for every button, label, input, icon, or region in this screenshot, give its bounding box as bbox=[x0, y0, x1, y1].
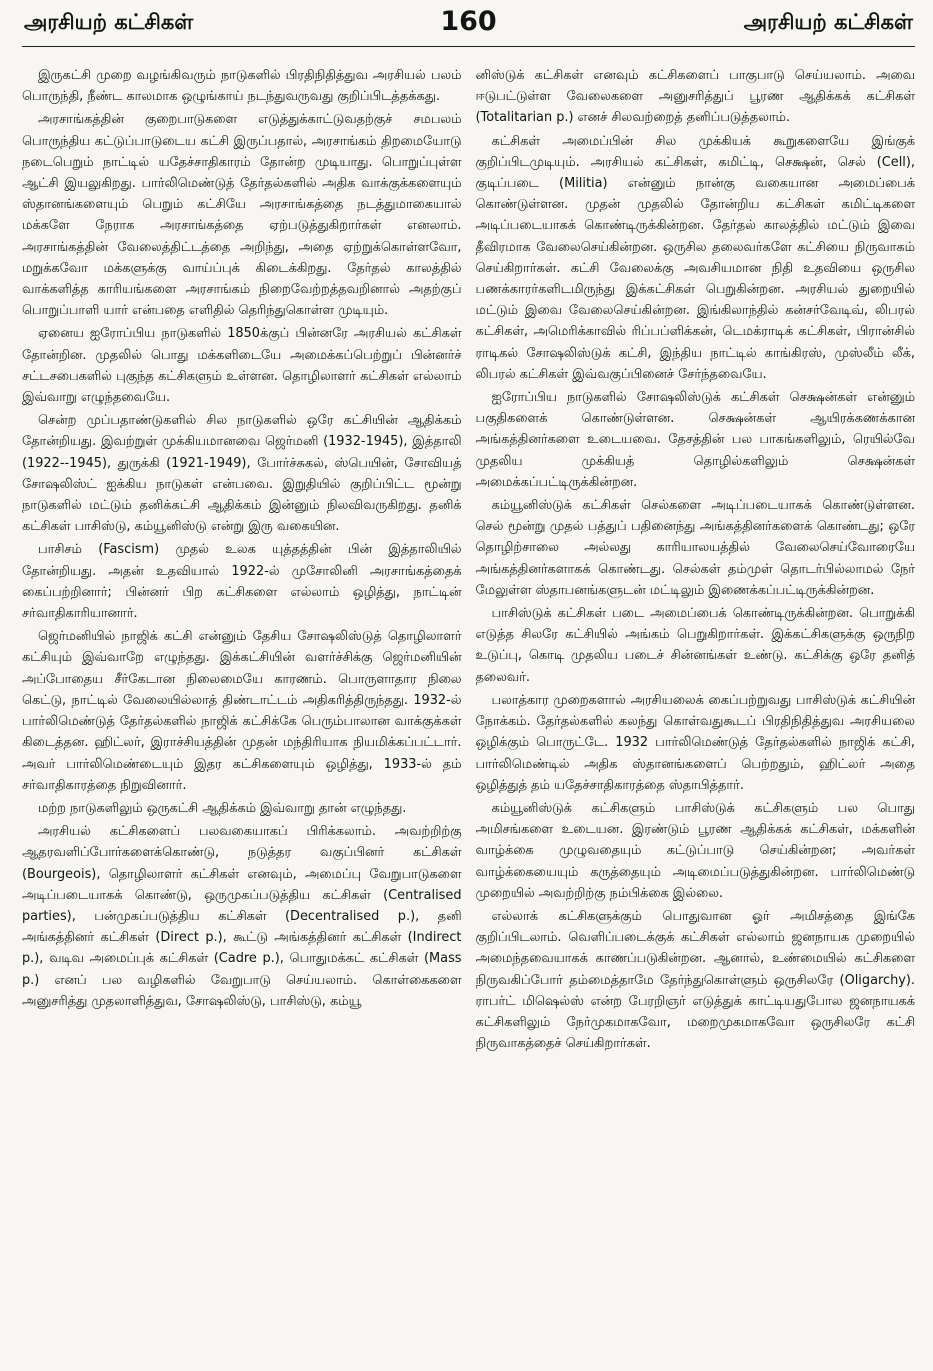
paragraph: ஐரோப்பிய நாடுகளில் சோஷலிஸ்டுக் கட்சிகள் செக்ஷன்கள் என்னும் பகுதிகளைக் கொண்டுள்ளன. செக்ஷன்கள் ஆயிரக்கணக்கான அங்கத்தினர்களை உடையவை. தேசத்தின் பல பாகங்களிலும், ரெயில்வே முதலிய முக்கியத் தொழில்களிலும் செக்ஷன்கள் அமைக்கப்பட்டிருக்கின்றன. bbox=[475, 390, 915, 490]
paragraph: பாசிஸ்டுக் கட்சிகள் படை அமைப்பைக் கொண்டிருக்கின்றன. பொறுக்கி எடுத்த சிலரே கட்சியில் அங்கம் பெறுகிறார்கள். இக்கட்சிகளுக்கு ஒருநிற உடுப்பு, கொடி முதலிய படைச் சின்னங்கள் உண்டு. கட்சிக்கு ஒரே தனித் தலைவர். bbox=[475, 606, 915, 685]
paragraph: பலாத்கார முறைகளால் அரசியலைக் கைப்பற்றுவது பாசிஸ்டுக் கட்சியின் நோக்கம். தேர்தல்களில் கலந்து கொள்வதுகூடப் பிரதிநிதித்துவ அரசியலை ஒழிக்கும் பொருட்டே. 1932 பார்லிமெண்டுத் தேர்தல்களில் நாஜிக் கட்சி, பார்லிமெண்டில் அதிக ஸ்தானங்களைப் பெற்றதும், ஹிட்லர் அதை ஒழித்துத் தம் யதேச்சாதிகாரத்தை ஸ்தாபித்தார். bbox=[475, 692, 915, 793]
paragraph: அரசாங்கத்தின் குறைபாடுகளை எடுத்துக்காட்டுவதற்குச் சமபலம் பொருந்திய கட்டுப்பாடுடைய கட்சி இருப்பதால், அரசாங்கம் திறமையோடு நடைபெறும் நாட்டில் யதேச்சாதிகாரம் தோன்ற முடியாது. பொறுப்புள்ள ஆட்சி இயலுகிறது. பார்லிமெண்டுத் தேர்தல்களில் அதிக வாக்குக்களையும் ஸ்தானங்களையும் பெறும் கட்சியே அரசாங்கத்தை நடத்துமாகையால் மக்களே நேராக அரசாங்கத்தை ஏற்படுத்துகிறார்கள் எனலாம். அரசாங்கத்தின் வேலைத்திட்டத்தை அறிந்து, அதை ஏற்றுக்கொள்ளவோ, மறுக்கவோ மக்களுக்கு வாய்ப்புக் கிடைக்கிறது. தேர்தல் காலத்தில் வாக்களித்த காரியங்களை அரசாங்கம் நிறைவேற்றத்தவறினால் அதற்குப் பொறுப்பாளி யார் என்பதை எளிதில் தெரிந்துகொள்ள முடியும். bbox=[22, 112, 462, 319]
right-column bbox=[476, 65, 916, 1365]
header-left-title: அரசியற் கட்சிகள் bbox=[24, 10, 194, 34]
paragraph: னிஸ்டுக் கட்சிகள் எனவும் கட்சிகளைப் பாகுபாடு செய்யலாம். அவை ஈடுபட்டுள்ள வேலைகளை அனுசரித்துப் பூரண ஆதிக்கக் கட்சிகள் (Totalitarian p.) எனச் சிலவற்றைத் தனிப்படுத்தலாம். bbox=[475, 68, 915, 126]
paragraph: ஜெர்மனியில் நாஜிக் கட்சி என்னும் தேசிய சோஷலிஸ்டுத் தொழிலாளர் கட்சியும் இவ்வாறே எழுந்தது. இக்கட்சியின் வளர்ச்சிக்கு ஜெர்மனியின் அப்போதைய சீர்கேடான நிலைமையே காரணம். பொருளாதார நிலை கெட்டு, நாட்டில் வேலையில்லாத் திண்டாட்டம் அதிகரித்திருந்தது. 1932-ல் பார்லிமெண்டுத் தேர்தல்களில் நாஜிக் கட்சிக்கே பெரும்பாலான வாக்குக்கள் கிடைத்தன. ஹிட்லர், இராச்சியத்தின் முதன் மந்திரியாக நியமிக்கப்பட்டார். அவர் பார்லிமெண்டையும் இதர கட்சிகளையும் ஒழித்து, 1933-ல் தம் சர்வாதிகாரத்தை நிறுவினார். bbox=[22, 629, 462, 793]
paragraph: இருகட்சி முறை வழங்கிவரும் நாடுகளில் பிரதிநிதித்துவ அரசியல் பலம் பொருந்தி, நீண்ட காலமாக ஒழுங்காய் நடந்துவருவது குறிப்பிடத்தக்கது. bbox=[22, 68, 462, 105]
header-right-title: அரசியற் கட்சிகள் bbox=[743, 10, 913, 34]
paragraph: சென்ற முப்பதாண்டுகளில் சில நாடுகளில் ஒரே கட்சியின் ஆதிக்கம் தோன்றியது. இவற்றுள் முக்கியமானவை ஜெர்மனி (1932-1945), இத்தாலி (1922--1945), துருக்கி (1921-1949), போர்ச்சுகல், ஸ்பெயின், சோவியத் சோஷலிஸ்ட் ஐக்கிய நாடுகள் என்பவை. இறுதியில் குறிப்பிட்ட மூன்று நாடுகளில் மட்டும் தனிக்கட்சி ஆதிக்கம் இன்னும் நிலவிவருகிறது. தனிக் கட்சிகள் பாசிஸ்டு, கம்யூனிஸ்டு என்று இரு வகையின. bbox=[22, 413, 462, 535]
paragraph: பாசிசம் (Fascism) முதல் உலக யுத்தத்தின் பின் இத்தாலியில் தோன்றியது. அதன் உதவியால் 1922-ல் முசோலினி அரசாங்கத்தைக் கைப்பற்றினார்; பின்னர் பிற கட்சிகளை எல்லாம் ஒழித்து, நாட்டின் சர்வாதிகாரியானார். bbox=[22, 542, 462, 622]
text-columns bbox=[22, 65, 915, 1365]
paragraph: ஏனைய ஐரோப்பிய நாடுகளில் 1850க்குப் பின்னரே அரசியல் கட்சிகள் தோன்றின. முதலில் பொது மக்களிடையே அமைக்கப்பெற்றுப் பின்னர்ச் சட்டசபைகளில் புகுந்த கட்சிகளும் உள்ளன. தொழிலாளர் கட்சிகள் எல்லாம் இவ்வாறு எழுந்தவையே. bbox=[22, 326, 462, 406]
paragraph: எல்லாக் கட்சிகளுக்கும் பொதுவான ஓர் அமிசத்தை இங்கே குறிப்பிடலாம். வெளிப்படைக்குக் கட்சிகள் எல்லாம் ஜனநாயக முறையில் அமைந்தவையாகக் காணப்படுகின்றன. ஆனால், உண்மையில் கட்சிகளை நிருவகிப்போர் தம்மைத்தாமே தேர்ந்துகொள்ளும் ஒருசிலரே (Oligarchy). ராபர்ட் மிஷெல்ஸ் என்ற பேரறிஞர் எடுத்துக் காட்டியதுபோல ஜனநாயகக் கட்சிகளிலும் நேர்முகமாகவோ, மறைமுகமாகவோ ஒருசிலரே கட்சி நிருவாகத்தைச் செய்கிறார்கள். bbox=[475, 908, 915, 1052]
left-column bbox=[22, 65, 462, 1365]
running-header bbox=[22, 6, 915, 47]
paragraph: கம்யூனிஸ்டுக் கட்சிகள் செல்களை அடிப்படையாகக் கொண்டுள்ளன. செல் மூன்று முதல் பத்துப் பதினைந்து அங்கத்தினர்களைக் கொண்டது; ஒரே தொழிற்சாலை அல்லது காரியாலயத்தில் வேலைசெய்வோரையே அங்கத்தினர்களாகக் கொண்டது. செல்கள் தம்முள் தொடர்பில்லாமல் நேர் மேலுள்ள ஸ்தாபனங்களுடன் மட்டிலும் இணைக்கப்பட்டிருக்கின்றன. bbox=[475, 498, 915, 598]
paragraph: கம்யூனிஸ்டுக் கட்சிகளும் பாசிஸ்டுக் கட்சிகளும் பல பொது அமிசங்களை உடையன. இரண்டும் பூரண ஆதிக்கக் கட்சிகள், மக்களின் வாழ்க்கை முழுவதையும் கட்டுப்பாடு செய்கின்றன; அவர்கள் வாழ்க்கையையும் கருத்தையும் அடிமைப்படுத்துகின்றன. பார்லிமெண்டு முறையில் அவற்றிற்கு நம்பிக்கை இல்லை. bbox=[475, 800, 915, 901]
paragraph: மற்ற நாடுகளிலும் ஒருகட்சி ஆதிக்கம் இவ்வாறு தான் எழுந்தது. bbox=[38, 800, 407, 816]
paragraph: கட்சிகள் அமைப்பின் சில முக்கியக் கூறுகளையே இங்குக் குறிப்பிடமுடியும். அரசியல் கட்சிகள், கமிட்டி, செக்ஷன், செல் (Cell), குடிப்படை (Militia) என்னும் நான்கு வகையான அமைப்பைக் கொண்டுள்ளன. முதன் முதலில் தோன்றிய கட்சிகள் கமிட்டிகளை அடிப்படையாகக் கொண்டிருக்கின்றன. தேர்தல் காலத்தில் மட்டும் இவை தீவிரமாக வேலைசெய்கின்றன. ஒருசில தலைவர்களே கட்சியை நிருவாகம் செய்கிறார்கள். கட்சி வேலைக்கு அவசியமான நிதி உதவியை ஒருசில பணக்காரர்களிடமிருந்து இக்கட்சிகள் பெறுகின்றன. அரசியல் துறையில் மட்டும் இவை வேலைசெய்கின்றன. இங்கிலாந்தில் கன்சர்வேடிவ், லிபரல் கட்சிகள், அமெரிக்காவில் ரிப்பப்ளிக்கன், டெமக்ராடிக் கட்சிகள், பிரான்சில் ராடிகல் சோஷலிஸ்டுக் கட்சி, இந்திய நாட்டில் காங்கிரஸ், முஸ்லீம் லீக், லிபரல் கட்சிகள் இவ்வகுப்பினைச் சேர்ந்தவையே. bbox=[475, 133, 915, 382]
paragraph: அரசியல் கட்சிகளைப் பலவகையாகப் பிரிக்கலாம். அவற்றிற்கு ஆதரவளிப்போர்களைக்கொண்டு, நடுத்தர வகுப்பினர் கட்சிகள் (Bourgeois), தொழிலாளர் கட்சிகள் எனவும், அமைப்பு வேறுபாடுகளை அடிப்படையாகக் கொண்டு, ஒருமுகப்படுத்திய கட்சிகள் (Centralised parties), பன்முகப்படுத்திய கட்சிகள் (Decentralised p.), தனி அங்கத்தினர் கட்சிகள் (Direct p.), கூட்டு அங்கத்தினர் கட்சிகள் (Indirect p.), வடிவ அமைப்புக் கட்சிகள் (Cadre p.), பொதுமக்கட் கட்சிகள் (Mass p.) எனப் பல வழிகளில் வேறுபாடு செய்யலாம். கொள்கைகளை அனுசரித்து முதலாளித்துவ, சோஷலிஸ்டு, பாசிஸ்டு, கம்யூ bbox=[22, 824, 462, 1009]
page-number: 160 bbox=[440, 6, 497, 37]
